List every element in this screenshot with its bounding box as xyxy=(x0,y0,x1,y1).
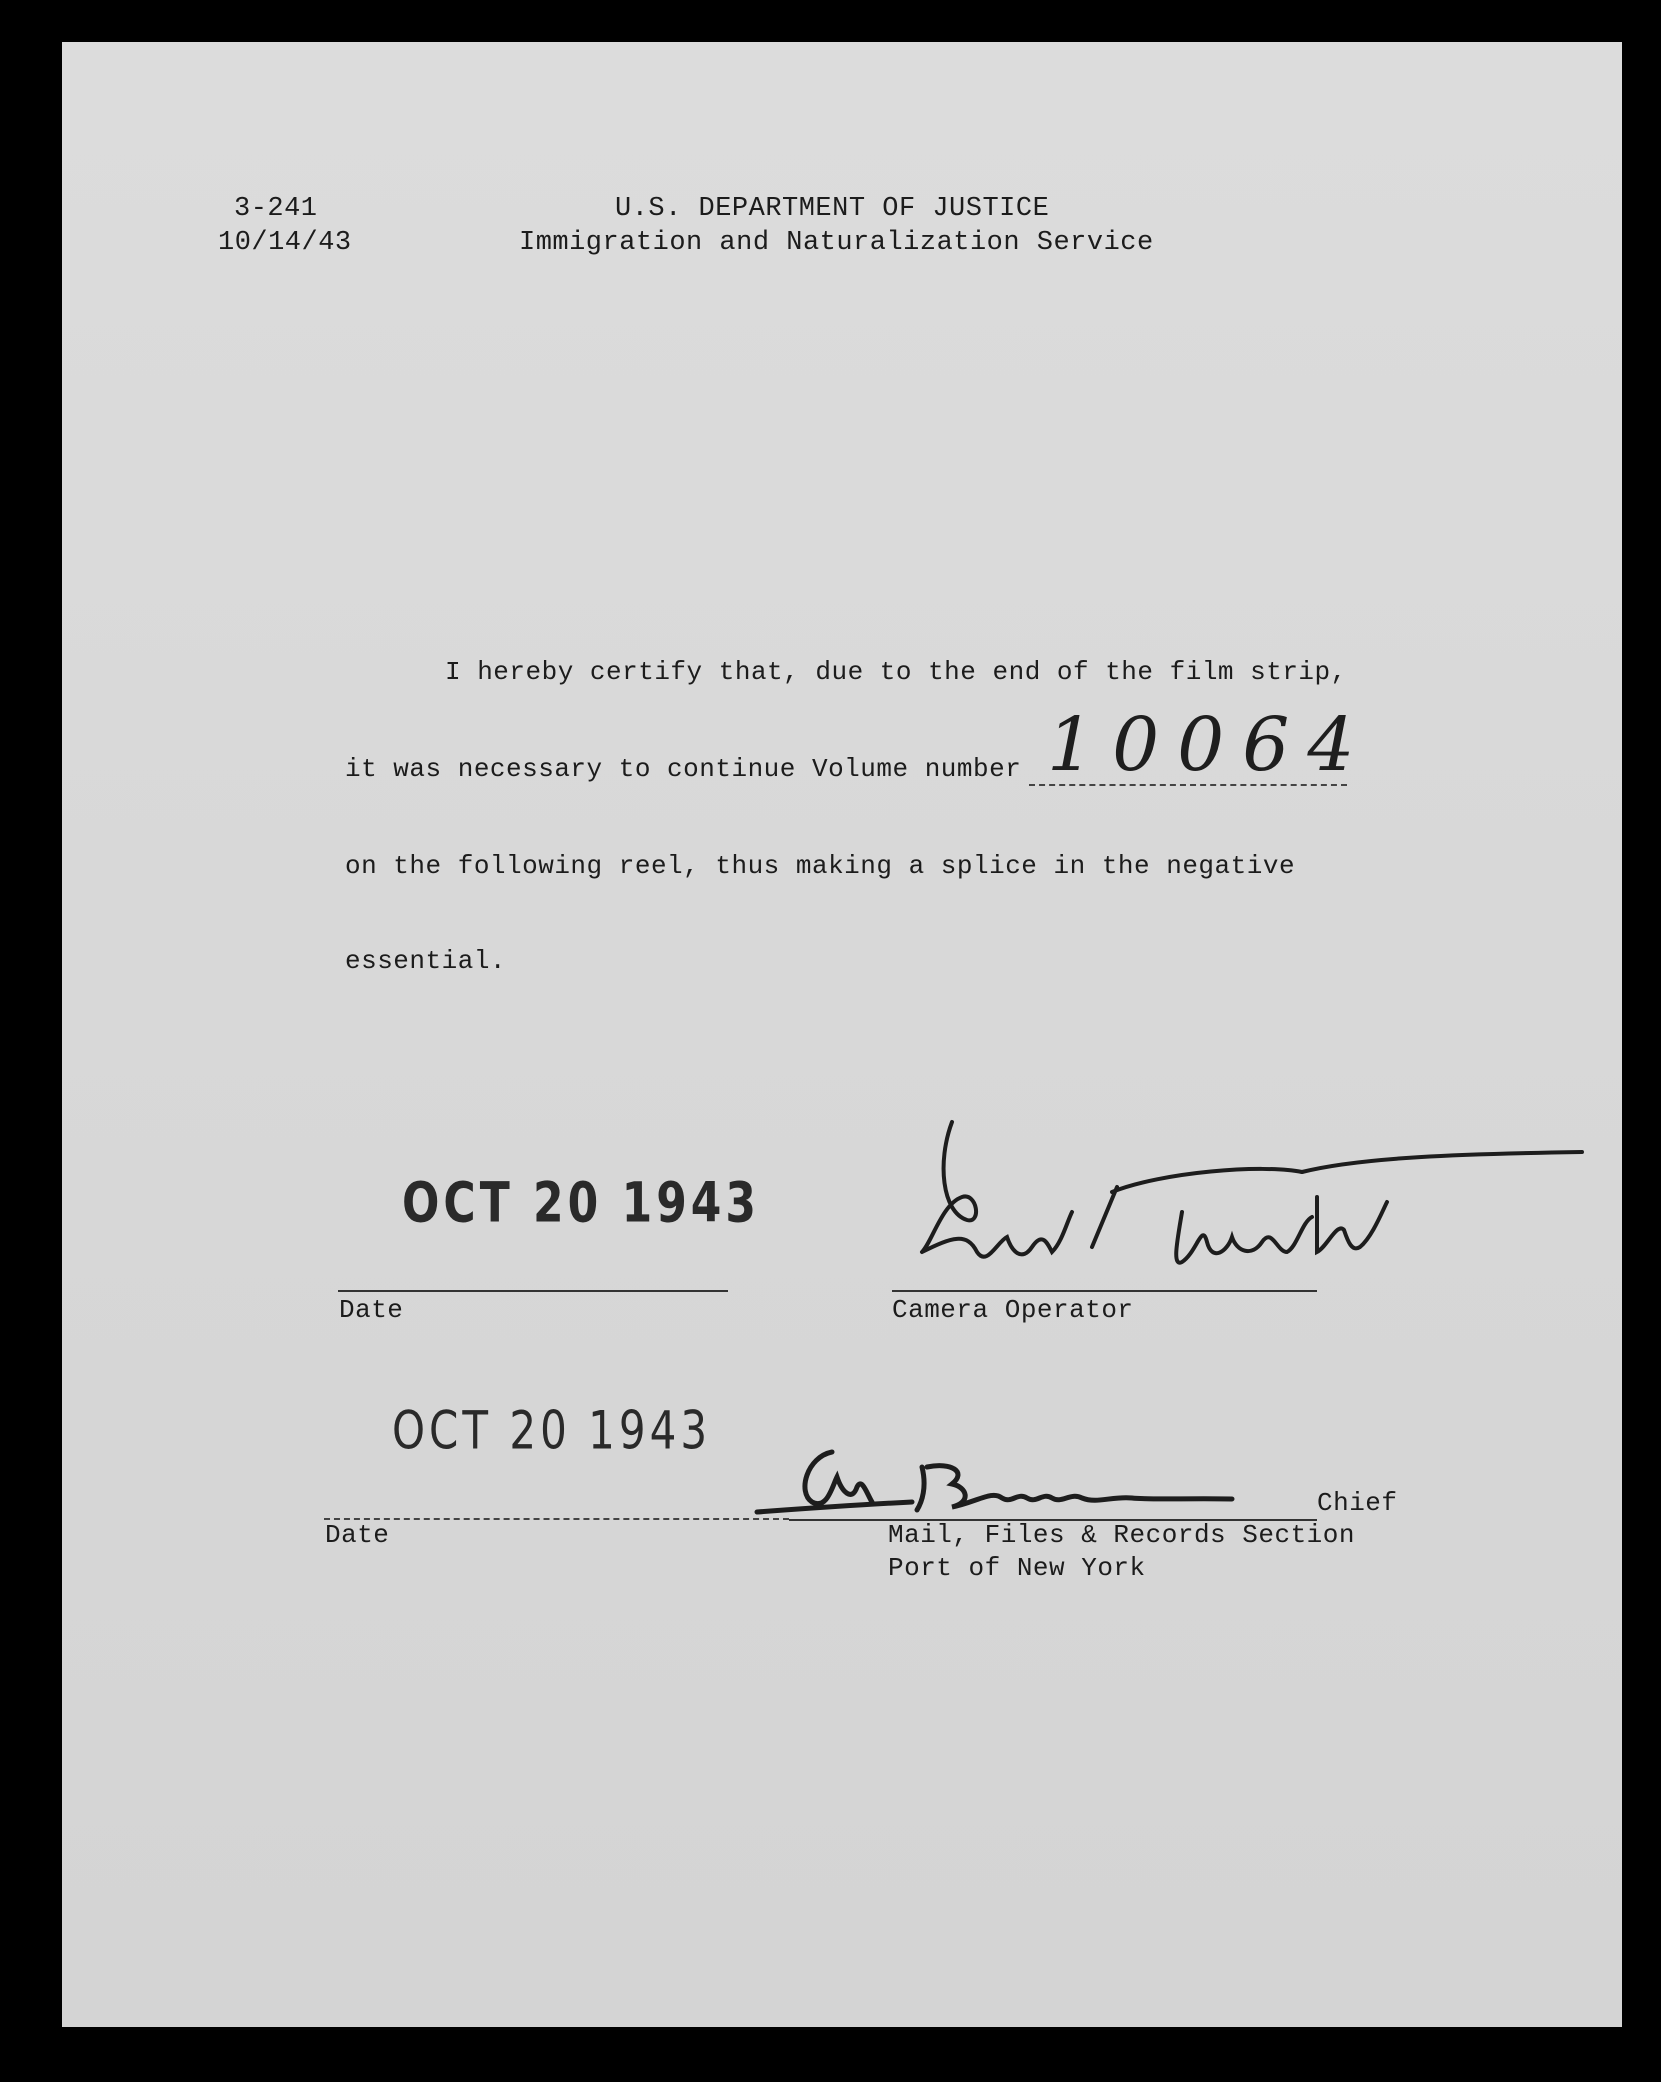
service-title: Immigration and Naturalization Service xyxy=(519,228,1154,258)
camera-operator-line xyxy=(892,1290,1317,1292)
certify-line-1: I hereby certify that, due to the end of the film strip, xyxy=(445,657,1347,687)
port-label: Port of New York xyxy=(888,1553,1146,1583)
department-title: U.S. DEPARTMENT OF JUSTICE xyxy=(615,194,1050,224)
date-line-2 xyxy=(324,1518,789,1520)
camera-operator-label: Camera Operator xyxy=(892,1295,1134,1325)
date-stamp-1: OCT 20 1943 xyxy=(402,1171,761,1235)
volume-number-handwritten: 10064 xyxy=(1047,702,1373,788)
certify-line-4: essential. xyxy=(345,946,507,976)
date-label-1: Date xyxy=(339,1295,404,1325)
certify-line-3: on the following reel, thus making a splice in the negative xyxy=(345,851,1296,881)
certify-line-2: it was necessary to continue Volume number xyxy=(345,754,1022,784)
form-number: 3-241 xyxy=(234,194,318,224)
form-date: 10/14/43 xyxy=(218,228,352,258)
section-label: Mail, Files & Records Section xyxy=(888,1520,1355,1550)
chief-label: Chief xyxy=(1317,1488,1398,1518)
date-line-1 xyxy=(338,1290,728,1292)
date-label-2: Date xyxy=(325,1520,390,1550)
date-stamp-2: OCT 20 1943 xyxy=(392,1399,712,1461)
document-page xyxy=(62,42,1622,2027)
